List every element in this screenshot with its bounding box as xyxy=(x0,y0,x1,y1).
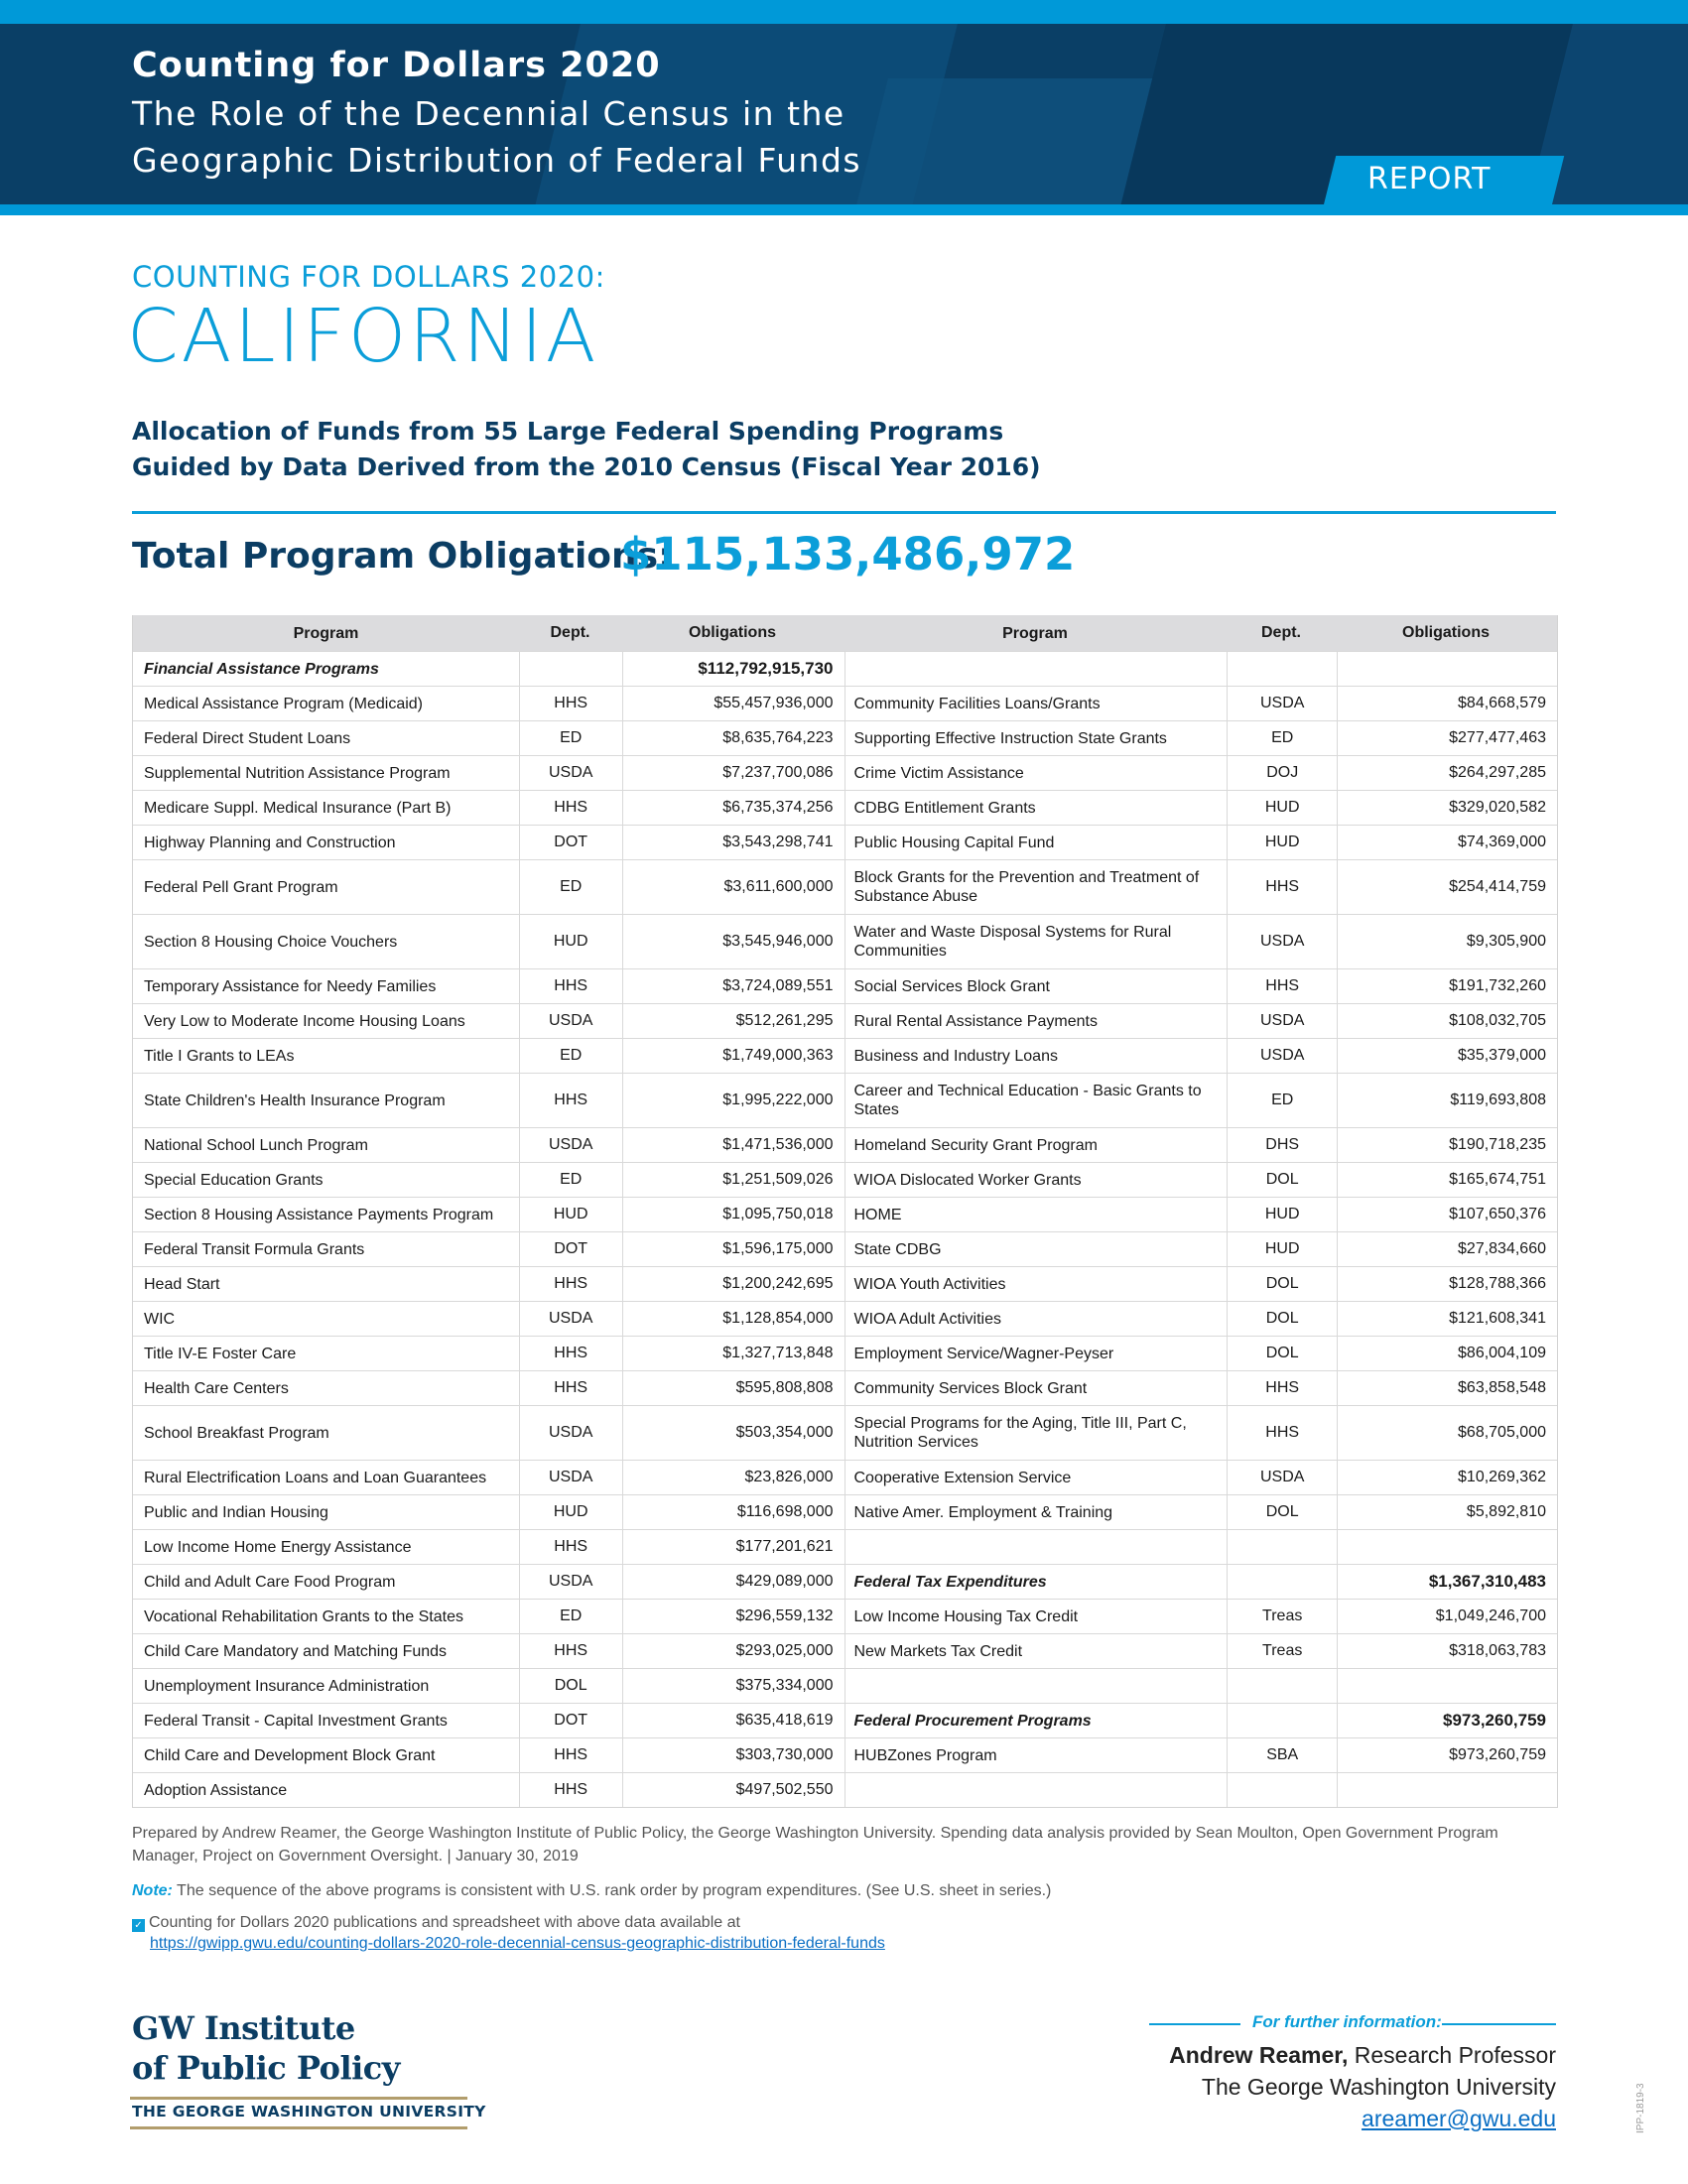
dept-cell: HHS xyxy=(519,687,622,720)
dept-cell: ED xyxy=(1227,721,1337,755)
obligations-cell: $1,749,000,363 xyxy=(622,1039,844,1073)
table-row xyxy=(133,1231,1557,1266)
program-cell: WIOA Dislocated Worker Grants xyxy=(844,1163,1228,1197)
obligations-cell: $318,063,783 xyxy=(1337,1634,1557,1668)
banner-subtitle-line1: The Role of the Decennial Census in the xyxy=(132,94,845,133)
dept-cell: DOJ xyxy=(1227,756,1337,790)
availability-text: Counting for Dollars 2020 publications and spreadsheet with above data available at xyxy=(149,1914,740,1931)
dept-cell: DHS xyxy=(1227,1128,1337,1162)
gw-logo-university: THE GEORGE WASHINGTON UNIVERSITY xyxy=(132,2103,486,2120)
dept-cell: HUD xyxy=(1227,826,1337,859)
table-row xyxy=(133,1772,1557,1807)
table-row xyxy=(133,651,1557,686)
dept-cell: HHS xyxy=(519,1530,622,1564)
dept-cell: HHS xyxy=(519,1738,622,1772)
table-row xyxy=(133,1405,1557,1460)
obligations-cell: $35,379,000 xyxy=(1337,1039,1557,1073)
obligations-cell: $5,892,810 xyxy=(1337,1495,1557,1529)
program-cell: State CDBG xyxy=(844,1232,1228,1266)
program-cell: Native Amer. Employment & Training xyxy=(844,1495,1228,1529)
program-cell: Block Grants for the Prevention and Treatment of Substance Abuse xyxy=(844,860,1228,914)
dept-cell: USDA xyxy=(1227,1004,1337,1038)
column-header-obligations: Obligations xyxy=(689,624,776,641)
program-cell: Homeland Security Grant Program xyxy=(844,1128,1228,1162)
table-row xyxy=(133,1266,1557,1301)
program-cell xyxy=(844,1773,1228,1807)
total-value: $115,133,486,972 xyxy=(620,528,1076,580)
obligations-cell xyxy=(1337,1669,1557,1703)
dept-cell xyxy=(1227,652,1337,686)
obligations-cell: $375,334,000 xyxy=(622,1669,844,1703)
table-row xyxy=(133,1564,1557,1599)
report-label: REPORT xyxy=(1367,162,1492,196)
obligations-cell: $1,596,175,000 xyxy=(622,1232,844,1266)
obligations-cell: $1,128,854,000 xyxy=(622,1302,844,1336)
table-row xyxy=(133,825,1557,859)
gw-logo-line1: GW Institute xyxy=(132,2009,355,2047)
page-kicker: COUNTING FOR DOLLARS 2020: xyxy=(132,260,605,294)
obligations-cell: $3,724,089,551 xyxy=(622,969,844,1003)
program-cell: Public Housing Capital Fund xyxy=(844,826,1228,859)
program-cell: Federal Transit Formula Grants xyxy=(144,1240,365,1258)
contact-email xyxy=(1362,2106,1556,2132)
table-body xyxy=(133,651,1557,1807)
dept-cell: HUD xyxy=(1227,1198,1337,1231)
program-cell: Social Services Block Grant xyxy=(844,969,1228,1003)
dept-cell: USDA xyxy=(519,1565,622,1599)
dept-cell: HHS xyxy=(519,969,622,1003)
dept-cell: HHS xyxy=(519,1634,622,1668)
total-label: Total Program Obligations: xyxy=(132,536,673,577)
table-row xyxy=(133,1197,1557,1231)
obligations-cell: $86,004,109 xyxy=(1337,1337,1557,1370)
external-link-icon: ✓ xyxy=(132,1919,145,1932)
obligations-table xyxy=(132,615,1558,1808)
dept-cell: HHS xyxy=(1227,969,1337,1003)
dept-cell: HHS xyxy=(519,1371,622,1405)
dept-cell: Treas xyxy=(1227,1600,1337,1633)
program-cell xyxy=(844,1530,1228,1564)
table-row xyxy=(133,859,1557,914)
dept-cell: Treas xyxy=(1227,1634,1337,1668)
obligations-cell: $7,237,700,086 xyxy=(622,756,844,790)
program-cell: Crime Victim Assistance xyxy=(844,756,1228,790)
program-cell: WIC xyxy=(144,1310,176,1328)
table-row xyxy=(133,1370,1557,1405)
further-info-label: For further information: xyxy=(1252,2012,1442,2031)
program-cell: Supplemental Nutrition Assistance Program xyxy=(144,764,451,782)
obligations-cell: $973,260,759 xyxy=(1337,1738,1557,1772)
logo-rule xyxy=(130,2097,467,2100)
obligations-cell: $6,735,374,256 xyxy=(622,791,844,825)
obligations-cell: $119,693,808 xyxy=(1337,1074,1557,1127)
dept-cell: USDA xyxy=(519,1461,622,1494)
obligations-cell: $107,650,376 xyxy=(1337,1198,1557,1231)
dept-cell: DOL xyxy=(1227,1495,1337,1529)
program-cell: Section 8 Housing Assistance Payments Program xyxy=(144,1206,494,1223)
table-row xyxy=(133,1703,1557,1737)
obligations-cell: $128,788,366 xyxy=(1337,1267,1557,1301)
program-cell: Supporting Effective Instruction State Grants xyxy=(844,721,1228,755)
program-cell: WIOA Adult Activities xyxy=(844,1302,1228,1336)
dept-cell: HHS xyxy=(519,1074,622,1127)
table-row xyxy=(133,1633,1557,1668)
obligations-cell: $303,730,000 xyxy=(622,1738,844,1772)
program-cell: School Breakfast Program xyxy=(144,1424,329,1442)
contact-name xyxy=(1169,2042,1556,2069)
obligations-cell: $1,327,713,848 xyxy=(622,1337,844,1370)
dept-cell: USDA xyxy=(519,756,622,790)
contact-title: Research Professor xyxy=(1348,2042,1556,2068)
program-cell: Federal Pell Grant Program xyxy=(144,878,338,896)
obligations-cell xyxy=(1337,1530,1557,1564)
obligations-cell: $1,049,246,700 xyxy=(1337,1600,1557,1633)
allocation-heading-line1: Allocation of Funds from 55 Large Federal Spending Programs xyxy=(132,417,1004,446)
obligations-cell: $9,305,900 xyxy=(1337,915,1557,968)
dept-cell: HHS xyxy=(519,1773,622,1807)
program-cell: Child Care and Development Block Grant xyxy=(144,1746,436,1764)
program-cell: Federal Transit - Capital Investment Grants xyxy=(144,1712,448,1730)
program-cell: Child Care Mandatory and Matching Funds xyxy=(144,1642,448,1660)
obligations-cell: $190,718,235 xyxy=(1337,1128,1557,1162)
program-cell xyxy=(844,1669,1228,1703)
obligations-cell: $55,457,936,000 xyxy=(622,687,844,720)
dept-cell xyxy=(1227,1773,1337,1807)
allocation-heading-line2: Guided by Data Derived from the 2010 Census (Fiscal Year 2016) xyxy=(132,452,1041,481)
program-cell: State Children's Health Insurance Program xyxy=(144,1092,446,1109)
program-cell: Medicare Suppl. Medical Insurance (Part B) xyxy=(144,799,452,817)
dept-cell: USDA xyxy=(519,1406,622,1460)
section-dept-cell xyxy=(519,652,622,686)
dept-cell: USDA xyxy=(1227,687,1337,720)
table-header xyxy=(133,615,1557,651)
obligations-cell: $264,297,285 xyxy=(1337,756,1557,790)
program-cell: Vocational Rehabilitation Grants to the States xyxy=(144,1607,463,1625)
section-program-cell: Federal Tax Expenditures xyxy=(844,1565,1228,1599)
program-cell: Community Services Block Grant xyxy=(844,1371,1228,1405)
sequence-note xyxy=(132,1882,1051,1900)
dept-cell: ED xyxy=(519,860,622,914)
dept-cell: ED xyxy=(519,721,622,755)
dept-cell: ED xyxy=(1227,1074,1337,1127)
section-dept-cell xyxy=(1227,1565,1337,1599)
obligations-cell xyxy=(1337,652,1557,686)
dept-cell: USDA xyxy=(519,1128,622,1162)
program-cell: Special Education Grants xyxy=(144,1171,324,1189)
dept-cell: SBA xyxy=(1227,1738,1337,1772)
obligations-cell: $74,369,000 xyxy=(1337,826,1557,859)
section-obligations-cell: $112,792,915,730 xyxy=(622,652,844,686)
program-cell: Adoption Assistance xyxy=(144,1781,288,1799)
column-header-obligations: Obligations xyxy=(1402,624,1490,641)
program-cell: Health Care Centers xyxy=(144,1379,289,1397)
obligations-cell: $293,025,000 xyxy=(622,1634,844,1668)
dept-cell: DOL xyxy=(1227,1267,1337,1301)
dept-cell: USDA xyxy=(1227,1461,1337,1494)
prepared-by-note: Prepared by Andrew Reamer, the George Washington Institute of Public Policy, the George Washington University. Spending data analysis provided by Sean Moulton, Open Government Program Manager, Project on Government Oversight. | January 30, 2019 xyxy=(132,1825,1498,1864)
obligations-cell: $429,089,000 xyxy=(622,1565,844,1599)
note-label: Note: xyxy=(132,1882,173,1899)
program-cell: Business and Industry Loans xyxy=(844,1039,1228,1073)
contact-person: Andrew Reamer, xyxy=(1169,2042,1349,2068)
table-row xyxy=(133,1073,1557,1127)
obligations-cell: $3,543,298,741 xyxy=(622,826,844,859)
obligations-cell: $68,705,000 xyxy=(1337,1406,1557,1460)
program-cell xyxy=(844,652,1228,686)
program-cell: Rural Rental Assistance Payments xyxy=(844,1004,1228,1038)
program-cell: Special Programs for the Aging, Title III, Part C, Nutrition Services xyxy=(844,1406,1228,1460)
report-banner xyxy=(0,0,1688,215)
obligations-cell: $121,608,341 xyxy=(1337,1302,1557,1336)
dept-cell: HHS xyxy=(1227,1371,1337,1405)
obligations-cell: $296,559,132 xyxy=(622,1600,844,1633)
dept-cell: DOL xyxy=(1227,1337,1337,1370)
table-row xyxy=(133,1127,1557,1162)
table-row xyxy=(133,1003,1557,1038)
table-row xyxy=(133,1162,1557,1197)
logo-rule xyxy=(130,2126,467,2129)
program-cell: Child and Adult Care Food Program xyxy=(144,1573,396,1591)
program-cell: Federal Direct Student Loans xyxy=(144,729,351,747)
note-text: The sequence of the above programs is consistent with U.S. rank order by program expenditures. (See U.S. sheet in series.) xyxy=(172,1882,1052,1899)
program-cell: Cooperative Extension Service xyxy=(844,1461,1228,1494)
dept-cell: USDA xyxy=(519,1302,622,1336)
obligations-cell: $497,502,550 xyxy=(622,1773,844,1807)
banner-subtitle-line2: Geographic Distribution of Federal Funds xyxy=(132,141,862,180)
obligations-cell: $1,200,242,695 xyxy=(622,1267,844,1301)
info-divider xyxy=(1149,2023,1240,2025)
obligations-cell: $1,995,222,000 xyxy=(622,1074,844,1127)
obligations-cell: $3,611,600,000 xyxy=(622,860,844,914)
table-row xyxy=(133,790,1557,825)
dept-cell: DOT xyxy=(519,826,622,859)
dept-cell: DOT xyxy=(519,1704,622,1737)
program-cell: Career and Technical Education - Basic Grants to States xyxy=(844,1074,1228,1127)
obligations-cell: $503,354,000 xyxy=(622,1406,844,1460)
dept-cell: HHS xyxy=(519,1267,622,1301)
section-program-cell: Financial Assistance Programs xyxy=(144,660,379,678)
obligations-cell: $277,477,463 xyxy=(1337,721,1557,755)
dept-cell: HUD xyxy=(519,915,622,968)
program-cell: Low Income Housing Tax Credit xyxy=(844,1600,1228,1633)
dept-cell: HUD xyxy=(1227,1232,1337,1266)
program-cell: Medical Assistance Program (Medicaid) xyxy=(144,695,423,712)
column-header-dept: Dept. xyxy=(1261,624,1301,641)
table-row xyxy=(133,1529,1557,1564)
section-program-cell: Federal Procurement Programs xyxy=(844,1704,1228,1737)
obligations-cell: $10,269,362 xyxy=(1337,1461,1557,1494)
availability-note xyxy=(132,1912,885,1954)
program-cell: HUBZones Program xyxy=(844,1738,1228,1772)
table-row xyxy=(133,1668,1557,1703)
gw-logo-line2: of Public Policy xyxy=(132,2049,400,2087)
program-cell: Highway Planning and Construction xyxy=(144,834,396,851)
obligations-cell: $23,826,000 xyxy=(622,1461,844,1494)
column-header-dept: Dept. xyxy=(550,624,590,641)
program-cell: Temporary Assistance for Needy Families xyxy=(144,977,437,995)
dept-cell: HUD xyxy=(519,1198,622,1231)
column-header-program: Program xyxy=(1002,624,1068,642)
contact-organization: The George Washington University xyxy=(1201,2074,1556,2100)
table-row xyxy=(133,1737,1557,1772)
dept-cell: ED xyxy=(519,1039,622,1073)
program-cell: HOME xyxy=(844,1198,1228,1231)
program-cell: Head Start xyxy=(144,1275,220,1293)
table-row xyxy=(133,968,1557,1003)
dept-cell: ED xyxy=(519,1600,622,1633)
dept-cell: USDA xyxy=(519,1004,622,1038)
table-row xyxy=(133,914,1557,968)
program-cell: Very Low to Moderate Income Housing Loans xyxy=(144,1012,465,1030)
table-row xyxy=(133,1599,1557,1633)
program-cell: Unemployment Insurance Administration xyxy=(144,1677,430,1695)
dept-cell: HHS xyxy=(519,791,622,825)
obligations-cell xyxy=(1337,1773,1557,1807)
dept-cell: HHS xyxy=(1227,860,1337,914)
table-row xyxy=(133,686,1557,720)
dept-cell xyxy=(1227,1669,1337,1703)
table-row xyxy=(133,720,1557,755)
obligations-cell: $191,732,260 xyxy=(1337,969,1557,1003)
obligations-cell: $512,261,295 xyxy=(622,1004,844,1038)
dept-cell: DOT xyxy=(519,1232,622,1266)
obligations-cell: $3,545,946,000 xyxy=(622,915,844,968)
program-cell: Water and Waste Disposal Systems for Rural Communities xyxy=(844,915,1228,968)
section-dept-cell xyxy=(1227,1704,1337,1737)
table-row xyxy=(133,1494,1557,1529)
banner-title: Counting for Dollars 2020 xyxy=(132,46,661,85)
table-row xyxy=(133,755,1557,790)
dept-cell: HUD xyxy=(1227,791,1337,825)
obligations-cell: $254,414,759 xyxy=(1337,860,1557,914)
obligations-cell: $1,095,750,018 xyxy=(622,1198,844,1231)
dept-cell: HHS xyxy=(1227,1406,1337,1460)
document-id: IPP-1819-3 xyxy=(1635,2083,1646,2133)
section-obligations-cell: $1,367,310,483 xyxy=(1337,1565,1557,1599)
obligations-cell: $177,201,621 xyxy=(622,1530,844,1564)
dept-cell: ED xyxy=(519,1163,622,1197)
dept-cell xyxy=(1227,1530,1337,1564)
section-obligations-cell: $973,260,759 xyxy=(1337,1704,1557,1737)
program-cell: National School Lunch Program xyxy=(144,1136,368,1154)
program-cell: WIOA Youth Activities xyxy=(844,1267,1228,1301)
program-cell: Public and Indian Housing xyxy=(144,1503,328,1521)
table-row xyxy=(133,1038,1557,1073)
program-cell: Title I Grants to LEAs xyxy=(144,1047,295,1065)
program-cell: Title IV-E Foster Care xyxy=(144,1345,297,1362)
dept-cell: HHS xyxy=(519,1337,622,1370)
program-cell: Section 8 Housing Choice Vouchers xyxy=(144,933,398,951)
program-cell: New Markets Tax Credit xyxy=(844,1634,1228,1668)
publications-link[interactable]: https://gwipp.gwu.edu/counting-dollars-2020-role-decennial-census-geographic-distribution-federal-funds xyxy=(150,1935,885,1952)
column-header-program: Program xyxy=(293,624,359,642)
obligations-cell: $63,858,548 xyxy=(1337,1371,1557,1405)
obligations-cell: $635,418,619 xyxy=(622,1704,844,1737)
table-row xyxy=(133,1460,1557,1494)
table-row xyxy=(133,1301,1557,1336)
obligations-cell: $108,032,705 xyxy=(1337,1004,1557,1038)
obligations-cell: $8,635,764,223 xyxy=(622,721,844,755)
program-cell: Rural Electrification Loans and Loan Guarantees xyxy=(144,1469,487,1486)
table-row xyxy=(133,1336,1557,1370)
dept-cell: DOL xyxy=(1227,1163,1337,1197)
dept-cell: USDA xyxy=(1227,1039,1337,1073)
state-title: CALIFORNIA xyxy=(127,294,599,379)
obligations-cell: $595,808,808 xyxy=(622,1371,844,1405)
obligations-cell: $27,834,660 xyxy=(1337,1232,1557,1266)
obligations-cell: $116,698,000 xyxy=(622,1495,844,1529)
email-link[interactable]: areamer@gwu.edu xyxy=(1362,2106,1556,2131)
obligations-cell: $165,674,751 xyxy=(1337,1163,1557,1197)
dept-cell: HUD xyxy=(519,1495,622,1529)
dept-cell: DOL xyxy=(519,1669,622,1703)
program-cell: Community Facilities Loans/Grants xyxy=(844,687,1228,720)
divider xyxy=(132,511,1556,514)
obligations-cell: $329,020,582 xyxy=(1337,791,1557,825)
dept-cell: DOL xyxy=(1227,1302,1337,1336)
obligations-cell: $1,471,536,000 xyxy=(622,1128,844,1162)
program-cell: CDBG Entitlement Grants xyxy=(844,791,1228,825)
dept-cell: USDA xyxy=(1227,915,1337,968)
program-cell: Low Income Home Energy Assistance xyxy=(144,1538,412,1556)
obligations-cell: $84,668,579 xyxy=(1337,687,1557,720)
program-cell: Employment Service/Wagner-Peyser xyxy=(844,1337,1228,1370)
obligations-cell: $1,251,509,026 xyxy=(622,1163,844,1197)
info-divider xyxy=(1442,2023,1556,2025)
